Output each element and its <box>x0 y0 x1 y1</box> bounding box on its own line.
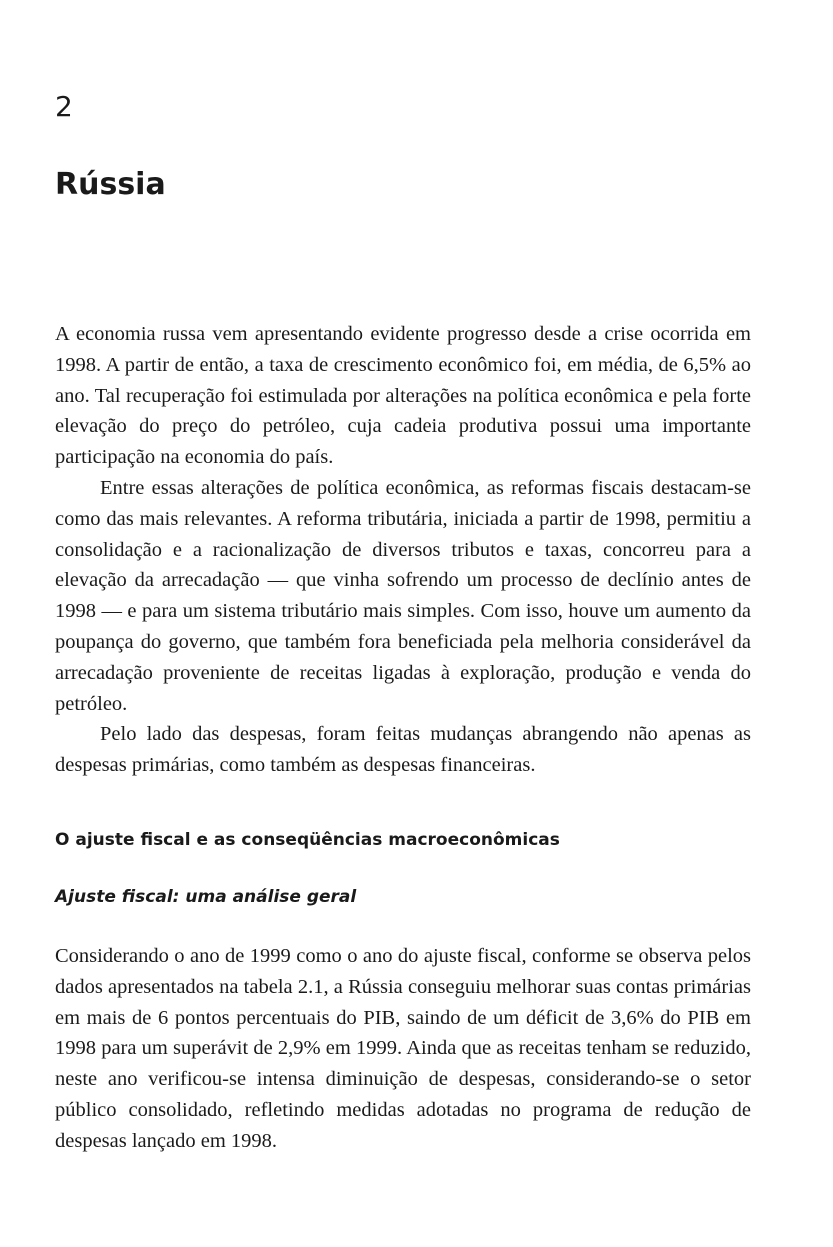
chapter-title: Rússia <box>55 167 166 202</box>
paragraph: Entre essas alterações de política econômica, as reformas fiscais destacam-se como das mais relevantes. A reforma tributária, iniciada a partir de 1998, permitiu a consolidação e a racionalização de diversos tributos e taxas, concorreu para a elevação da arrecadação — que vinha sofrendo um processo de declínio antes de 1998 — e para um sistema tributário mais simples. Com isso, houve um aumento da poupança do governo, que também fora beneficiada pela melhoria considerável da arrecadação proveniente de receitas ligadas à exploração, produção e venda do petróleo. <box>55 476 751 715</box>
section-heading: O ajuste fiscal e as conseqüências macroeconômicas <box>55 830 560 850</box>
paragraph: Pelo lado das despesas, foram feitas mudanças abrangendo não apenas as despesas primárias, como também as despesas financeiras. <box>55 723 751 777</box>
intro-text-block <box>55 319 751 781</box>
paragraph: Considerando o ano de 1999 como o ano do ajuste fiscal, conforme se observa pelos dados apresentados na tabela 2.1, a Rússia conseguiu melhorar suas contas primárias em mais de 6 pontos percentuais do PIB, saindo de um déficit de 3,6% do PIB em 1998 para um superávit de 2,9% em 1999. Ainda que as receitas tenham se reduzido, neste ano verificou-se intensa diminuição de despesas, considerando-se o setor público consolidado, refletindo medidas adotadas no programa de redução de despesas lançado em 1998. <box>55 945 751 1152</box>
subsection-heading: Ajuste fiscal: uma análise geral <box>55 887 357 907</box>
paragraph: A economia russa vem apresentando evidente progresso desde a crise ocorrida em 1998. A partir de então, a taxa de crescimento econômico foi, em média, de 6,5% ao ano. Tal recuperação foi estimulada por alterações na política econômica e pela forte elevação do preço do petróleo, cuja cadeia produtiva possui uma importante participação na economia do país. <box>55 323 751 469</box>
chapter-number: 2 <box>55 90 73 123</box>
section-text-block <box>55 941 751 1157</box>
